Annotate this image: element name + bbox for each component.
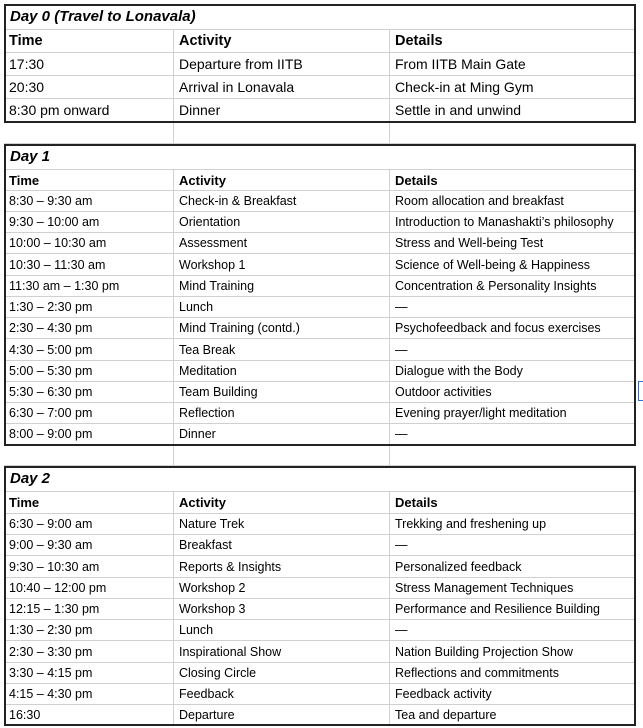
time-cell[interactable]: 2:30 – 3:30 pm — [9, 644, 93, 659]
activity-cell[interactable]: Workshop 1 — [173, 254, 389, 275]
table-row — [4, 233, 636, 254]
table-row — [4, 641, 636, 663]
details-cell[interactable]: — — [389, 339, 636, 360]
details-cell[interactable]: — — [389, 424, 636, 444]
details-cell[interactable]: Tea and departure — [389, 705, 636, 724]
table-row — [4, 424, 636, 445]
activity-cell[interactable]: Check-in & Breakfast — [173, 191, 389, 211]
activity-cell[interactable]: Assessment — [173, 233, 389, 253]
header-time[interactable]: Time — [9, 495, 40, 510]
table-row — [4, 556, 636, 578]
details-cell[interactable]: — — [389, 297, 636, 317]
activity-cell[interactable]: Mind Training — [173, 276, 389, 296]
table-row — [4, 684, 636, 705]
details-cell[interactable]: Personalized feedback — [389, 556, 636, 577]
table-row — [4, 297, 636, 318]
header-time[interactable]: Time — [9, 172, 40, 188]
details-cell[interactable]: Feedback activity — [389, 684, 636, 704]
details-cell[interactable]: Trekking and freshening up — [389, 514, 636, 534]
activity-cell[interactable]: Feedback — [173, 684, 389, 704]
time-cell[interactable]: 8:30 – 9:30 am — [9, 194, 93, 208]
activity-cell[interactable]: Reports & Insights — [173, 556, 389, 577]
activity-cell[interactable]: Workshop 3 — [173, 599, 389, 619]
empty-cell[interactable] — [4, 123, 173, 143]
table-header-row — [4, 492, 636, 514]
details-cell[interactable]: Room allocation and breakfast — [389, 191, 636, 211]
header-details[interactable]: Details — [389, 30, 636, 52]
details-cell[interactable]: — — [389, 535, 636, 555]
activity-cell[interactable]: Workshop 2 — [173, 578, 389, 598]
header-details[interactable]: Details — [389, 170, 636, 190]
table-row — [4, 53, 636, 76]
table-row — [4, 514, 636, 535]
spacer-row — [4, 446, 636, 466]
activity-cell[interactable]: Team Building — [173, 382, 389, 402]
time-cell[interactable]: 9:00 – 9:30 am — [9, 538, 93, 552]
table-row — [4, 535, 636, 556]
table-row — [4, 599, 636, 620]
activity-cell[interactable]: Breakfast — [173, 535, 389, 555]
activity-cell[interactable]: Departure from IITB — [173, 53, 389, 75]
spacer-row — [4, 123, 636, 144]
empty-cell[interactable] — [4, 446, 173, 465]
activity-cell[interactable]: Dinner — [173, 99, 389, 121]
activity-cell[interactable]: Arrival in Lonavala — [173, 76, 389, 98]
activity-cell[interactable]: Lunch — [173, 620, 389, 640]
table-row — [4, 212, 636, 233]
table-row — [4, 339, 636, 361]
time-cell[interactable]: 4:30 – 5:00 pm — [9, 342, 93, 357]
details-cell[interactable]: — — [389, 620, 636, 640]
header-time[interactable]: Time — [9, 33, 43, 49]
details-cell[interactable]: Nation Building Projection Show — [389, 641, 636, 662]
table-row — [4, 620, 636, 641]
table-row — [4, 76, 636, 99]
section-title[interactable]: Day 0 (Travel to Lonavala) — [4, 4, 636, 30]
table-row — [4, 99, 636, 122]
details-cell[interactable]: Reflections and commitments — [389, 663, 636, 683]
time-cell[interactable]: 2:30 – 4:30 pm — [9, 321, 93, 335]
details-cell[interactable]: Evening prayer/light meditation — [389, 403, 636, 423]
table-row — [4, 361, 636, 382]
time-cell[interactable]: 16:30 — [9, 707, 41, 722]
time-cell[interactable]: 1:30 – 2:30 pm — [9, 300, 93, 314]
table-header-row — [4, 30, 636, 53]
details-cell[interactable]: Stress and Well-being Test — [389, 233, 636, 253]
time-cell[interactable]: 5:30 – 6:30 pm — [9, 385, 93, 399]
time-cell[interactable]: 11:30 am – 1:30 pm — [9, 279, 120, 293]
table-row — [4, 276, 636, 297]
table-row — [4, 578, 636, 599]
time-cell[interactable]: 12:15 – 1:30 pm — [9, 602, 100, 616]
header-activity[interactable]: Activity — [173, 30, 389, 52]
time-cell[interactable]: 20:30 — [9, 79, 45, 95]
time-cell[interactable]: 10:40 – 12:00 pm — [9, 581, 107, 595]
time-cell[interactable]: 6:30 – 7:00 pm — [9, 406, 93, 420]
activity-cell[interactable]: Tea Break — [173, 339, 389, 360]
time-cell[interactable]: 1:30 – 2:30 pm — [9, 623, 93, 637]
empty-cell[interactable] — [173, 446, 389, 465]
empty-cell[interactable] — [389, 123, 636, 143]
table-row — [4, 254, 636, 276]
time-cell[interactable]: 8:00 – 9:00 pm — [9, 427, 93, 441]
details-cell[interactable]: Introduction to Manashakti’s philosophy — [389, 212, 636, 232]
activity-cell[interactable]: Mind Training (contd.) — [173, 318, 389, 338]
activity-cell[interactable]: Reflection — [173, 403, 389, 423]
header-activity[interactable]: Activity — [173, 170, 389, 190]
table-row — [4, 403, 636, 424]
activity-cell[interactable]: Lunch — [173, 297, 389, 317]
time-cell[interactable]: 9:30 – 10:30 am — [9, 559, 100, 574]
details-cell[interactable]: Outdoor activities — [389, 382, 636, 402]
time-cell[interactable]: 17:30 — [9, 56, 45, 72]
details-cell[interactable]: Check-in at Ming Gym — [389, 76, 636, 98]
activity-cell[interactable]: Meditation — [173, 361, 389, 381]
header-activity[interactable]: Activity — [173, 492, 389, 513]
activity-cell[interactable]: Nature Trek — [173, 514, 389, 534]
table-row — [4, 318, 636, 339]
time-cell[interactable]: 5:00 – 5:30 pm — [9, 364, 93, 378]
time-cell[interactable]: 10:30 – 11:30 am — [9, 257, 106, 272]
activity-cell[interactable]: Departure — [173, 705, 389, 724]
details-cell[interactable]: Science of Well-being & Happiness — [389, 254, 636, 275]
details-cell[interactable]: From IITB Main Gate — [389, 53, 636, 75]
details-cell[interactable]: Concentration & Personality Insights — [389, 276, 636, 296]
time-cell[interactable]: 4:15 – 4:30 pm — [9, 687, 93, 701]
activity-cell[interactable]: Dinner — [173, 424, 389, 444]
table-row — [4, 663, 636, 684]
activity-cell[interactable]: Closing Circle — [173, 663, 389, 683]
activity-cell[interactable]: Inspirational Show — [173, 641, 389, 662]
details-cell[interactable]: Psychofeedback and focus exercises — [389, 318, 636, 338]
empty-cell[interactable] — [173, 123, 389, 143]
details-cell[interactable]: Stress Management Techniques — [389, 578, 636, 598]
table-header-row — [4, 170, 636, 191]
time-cell[interactable]: 9:30 – 10:00 am — [9, 215, 100, 229]
section-title[interactable]: Day 2 — [4, 466, 636, 492]
section-title[interactable]: Day 1 — [4, 144, 636, 170]
table-row — [4, 191, 636, 212]
cell-selection-marker — [638, 381, 643, 401]
table-row — [4, 705, 636, 725]
details-cell[interactable]: Performance and Resilience Building — [389, 599, 636, 619]
time-cell[interactable]: 6:30 – 9:00 am — [9, 517, 93, 531]
header-details[interactable]: Details — [389, 492, 636, 513]
empty-cell[interactable] — [389, 446, 636, 465]
time-cell[interactable]: 10:00 – 10:30 am — [9, 236, 107, 250]
time-cell[interactable]: 8:30 pm onward — [9, 102, 110, 118]
table-row — [4, 382, 636, 403]
activity-cell[interactable]: Orientation — [173, 212, 389, 232]
details-cell[interactable]: Settle in and unwind — [389, 99, 636, 121]
time-cell[interactable]: 3:30 – 4:15 pm — [9, 666, 93, 680]
details-cell[interactable]: Dialogue with the Body — [389, 361, 636, 381]
